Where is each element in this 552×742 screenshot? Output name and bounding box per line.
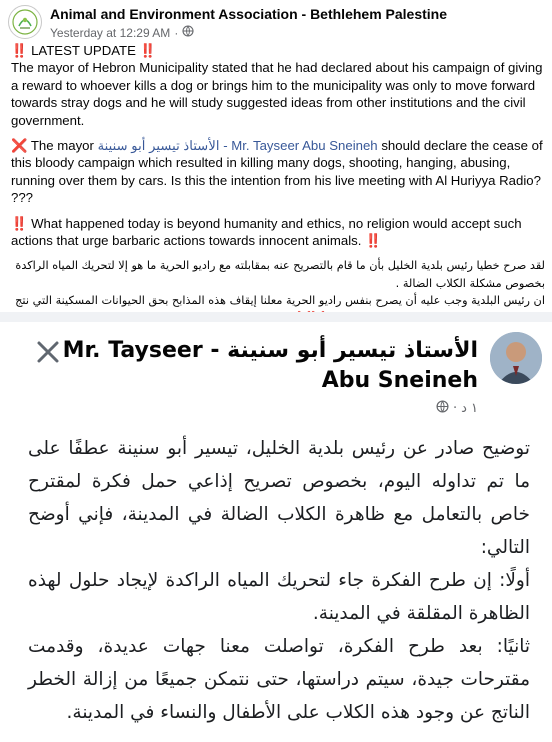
globe-icon [436, 400, 449, 417]
double-exclamation-icon: ‼️ [139, 43, 156, 58]
close-icon[interactable] [34, 338, 62, 366]
shared-paragraph-intro: توضيح صادر عن رئيس بلدية الخليل، تيسير أبو سنينة عطفًا على ما تم تداوله اليوم، بخصوص تصريح إذاعي حمل فكرة لمقترح خاص بالتعامل مع ظاهرة الكلاب الضالة في المدينة، فإني أوضح التالي: [28, 438, 530, 558]
mayor-avatar [490, 332, 542, 384]
shared-post-time: ١ د [461, 401, 478, 416]
post-body [11, 42, 545, 343]
shared-paragraph-first: أولًا: إن طرح الفكرة جاء لتحريك المياه الراكدة لإيجاد حلول لهذه الظاهرة المقلقة في المدينة. [28, 570, 530, 624]
mention-link[interactable]: الأستاذ تيسير أبو سنينة - Mr. Tayseer Abu Sneineh [97, 138, 378, 154]
paragraph-2-prefix: The mayor [30, 138, 94, 154]
shared-post-image[interactable] [0, 312, 552, 742]
post-timestamp[interactable]: Yesterday at 12:29 AM [50, 25, 171, 40]
arabic-paragraph-1: لقد صرح خطيا رئيس بلدية الخليل بأن ما قام بالتصريح عنه بمقابلته مع راديو الحرية ما هو إلا لتحريك المياه الراكدة بخصوص مشكلة الكلاب الضالة . [15, 259, 545, 290]
meta-dot: · [452, 401, 458, 416]
paragraph-3 [11, 215, 545, 250]
shared-paragraph-second: ثانيًا: بعد طرح الفكرة، تواصلت معنا جهات عديدة، وقدمت مقترحات جيدة، سيتم دراستها، حتى نتمكن جميعًا من إزالة الخطر الناتج عن وجود هذه الكلاب على الأطفال والنساء في المدينة. [28, 636, 530, 723]
double-exclamation-icon: ‼️ [11, 43, 28, 58]
paragraph-2 [11, 137, 545, 207]
globe-icon[interactable] [182, 25, 194, 40]
latest-update-line [11, 42, 545, 129]
post-meta [50, 25, 194, 40]
latest-update-label: LATEST UPDATE [31, 43, 136, 58]
double-exclamation-icon: ‼️ [365, 233, 382, 249]
page-name-link[interactable]: Animal and Environment Association - Bethlehem Palestine [50, 6, 448, 22]
cross-mark-icon: ❌ [11, 138, 28, 154]
post-header [8, 5, 544, 39]
arabic-paragraph-2a: ان رئيس البلدية وجب عليه أن يصرح بنفس راديو الحرية معلنا إيقاف هذه المذابح بحق الحيوانات المسكينة التي نتج [15, 293, 545, 307]
paragraph-2-rest: should declare the cease of this bloody campaign which resulted in killing many dogs, shooting, hanging, abusing, running over them by cars. Is this the intention from his live meeting with Al Huriyya Radio? ??? [11, 138, 543, 206]
association-logo-icon [11, 8, 39, 36]
shared-post-meta [436, 400, 478, 417]
meta-dot: · [174, 25, 179, 40]
double-exclamation-icon: ‼️ [11, 215, 28, 231]
paragraph-3-text: What happened today is beyond humanity and ethics, no religion would accept such actions that urge barbaric actions towards innocent animals. [11, 215, 522, 249]
shared-post-body [28, 432, 530, 729]
page-avatar[interactable] [8, 5, 42, 39]
paragraph-1: The mayor of Hebron Municipality stated that he had declared about his campaign of giving a reward to whoever kills a dog or brings him to the municipality was only to move forward towards stray dogs and he will study suggested ideas from other institutions and the civil government. [11, 60, 543, 128]
shared-author-name: الأستاذ تيسير أبو سنينة - Mr. Tayseer [62, 338, 478, 363]
shared-author-name-line2: Abu Sneineh [321, 368, 478, 393]
